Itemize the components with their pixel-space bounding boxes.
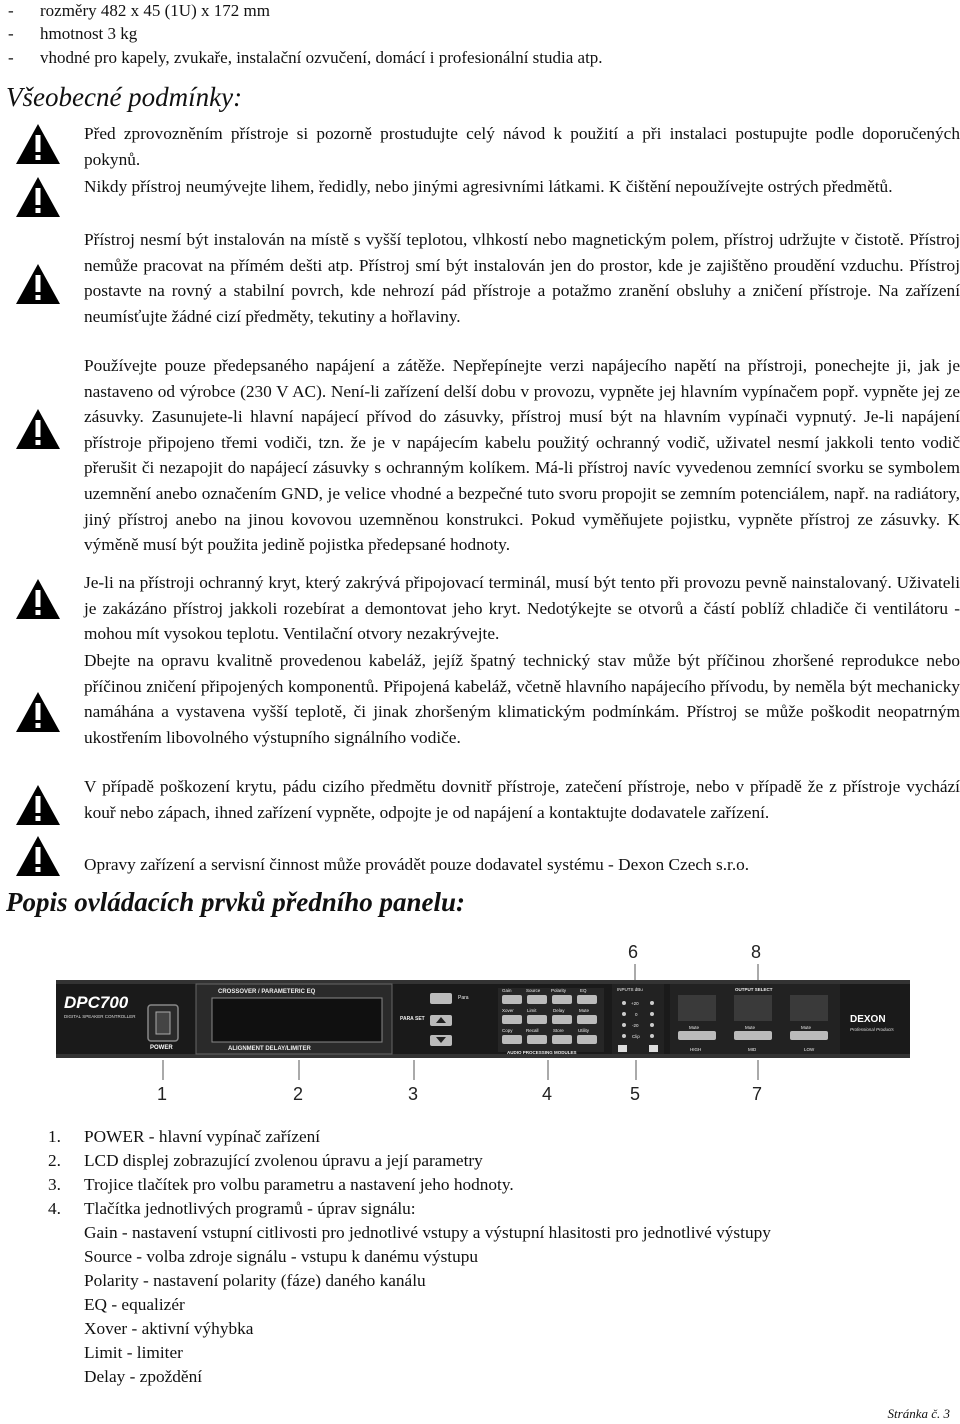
svg-text:Source: Source [526,988,541,993]
svg-text:Mute: Mute [579,1008,590,1013]
para-set-label: PARA SET [400,1016,425,1022]
callout-number: 7 [752,1084,763,1104]
svg-text:Store: Store [553,1028,564,1033]
bullet-item: - hmotnost 3 kg [8,24,138,43]
warning-text: V případě poškození krytu, pádu cizího předmětu dovnitř přístroje, zatečení přístroje, nebo v případě že z přístroje vychází kouř nebo zápach, ihned zařízení vypněte, odpojte je od napájení a kontaktujte dodavatele zařízení. [84,777,960,822]
warning-text: Nikdy přístroj neumývejte lihem, ředidly, nebo jinými agresivními látkami. K čištění nepoužívejte ostrých předmětů. [84,177,893,196]
list-item: 1. POWER - hlavní vypínač zařízení [48,1127,321,1146]
sublist-item: Source - volba zdroje signálu - vstupu k danému výstupu [84,1247,479,1266]
svg-text:+20: +20 [631,1001,639,1006]
svg-text:HIGH: HIGH [690,1047,702,1052]
warning-text: Přístroj nesmí být instalován na místě s vyšší teplotou, vlhkostí nebo magnetickým polem, přístroj udržujte v čistotě. Přístroj nemůže pracovat na přímém dešti atp. Přístroj smí být instalován jen do prostor, kde je zajištěno proudění vzduchu. Přístroj postavte na rovný a stabilní povrch, kde nehrozí pád přístroje a potažmo zranění obsluhy a zničení přístroje. Na zařízení neumísťujte žádné cizí předměty, tekutiny a hořlaviny. [84,230,960,326]
svg-text:Gain: Gain [502,988,512,993]
svg-text:-20: -20 [632,1023,639,1028]
warning-text: Je-li na přístroji ochranný kryt, který zakrývá připojovací terminál, musí být tento při provozu pevně nainstalovaný. Uživateli je zakázáno přístroj jakkoli rozebírat a demontovat jeho kryt. Nedotýkejte se otvorů a částí poblíž chladiče či ventilátoru - mohou mít vysokou teplotu. Ventilační otvory nezakrývejte. [84,573,960,644]
warning-icon [14,690,62,734]
svg-text:LOW: LOW [804,1047,815,1052]
heading-general-conditions: Všeobecné podmínky: [6,82,243,112]
output-select [670,984,840,1054]
svg-text:Recall: Recall [526,1028,539,1033]
svg-text:Polarity: Polarity [551,988,567,993]
svg-text:INPUTS dBu: INPUTS dBu [617,987,643,992]
heading-front-panel: Popis ovládacích prvků předního panelu: [6,887,466,917]
warning-text: Opravy zařízení a servisní činnost může provádět pouze dodavatel systému - Dexon Czech s.r.o. [84,855,750,874]
lcd-display [212,998,382,1042]
warning-icon [14,175,62,219]
page-number: Stránka č. 3 [887,1406,950,1421]
bullet-item: - rozměry 482 x 45 (1U) x 172 mm [8,1,270,20]
para-button-label: Para [458,995,469,1001]
callout-number: 3 [408,1084,419,1104]
svg-text:Copy: Copy [502,1028,513,1033]
sublist-item: Gain - nastavení vstupní citlivosti pro jednotlivé vstupy a výstupní hlasitosti pro jednotlivé výstupy [84,1223,771,1242]
warning-icon [14,407,62,451]
svg-text:0: 0 [635,1012,638,1017]
lcd-top-label: CROSSOVER / PARAMETERIC EQ [218,989,316,995]
warning-icon [14,783,62,827]
sublist-item: Delay - zpoždění [84,1367,203,1386]
svg-text:EQ: EQ [580,988,587,993]
sublist-item: Limit - limiter [84,1343,183,1362]
callout-number: 8 [751,942,762,962]
svg-text:Delay: Delay [553,1008,565,1013]
svg-text:Mute: Mute [801,1025,812,1030]
sublist-item: Polarity - nastavení polarity (fáze) daného kanálu [84,1271,426,1290]
svg-text:Clip: Clip [632,1034,640,1039]
callout-number: 1 [157,1084,168,1104]
svg-text:MID: MID [748,1047,757,1052]
module-buttons [498,988,604,1055]
dexon-subtitle: Professional Products [850,1027,894,1032]
list-item: 3. Trojice tlačítek pro volbu parametru a nastavení jeho hodnoty. [48,1175,514,1194]
callout-number: 5 [630,1084,641,1104]
svg-text:Limit: Limit [527,1008,537,1013]
callout-number: 6 [628,942,639,962]
warning-text: Dbejte na opravu kvalitně provedenou kabeláž, jejíž špatný technický stav může být příčinou zhoršené reprodukce nebo příčinou zničení připojených komponentů. Připojená kabeláž, včetně hlavního napájecího přívodu, by neměla být mechanicky namáhána a vystavena vyšší teplotě, či jinak zhoršeným klimatickým podmínkám. Přístroj se může poškodit neopatrným ukostřením libovolného výstupního signálního vodiče. [84,651,960,747]
power-label: POWER [150,1045,173,1051]
svg-text:Mute: Mute [689,1025,700,1030]
warning-text: Před zprovozněním přístroje si pozorně prostudujte celý návod k použití a při instalaci postupujte podle doporučených pokynů. [84,124,960,169]
lcd-bottom-label: ALIGNMENT DELAY/LIMITER [228,1046,311,1052]
brand-logo: DPC700 [64,993,129,1012]
svg-text:Mute: Mute [745,1025,756,1030]
dexon-logo: DEXON [850,1014,886,1025]
warning-text: Používejte pouze předepsaného napájení a zátěže. Nepřepínejte verzi napájecího napětí na přístroji, ponechejte ji, jak je nastaveno od výrobce (230 V AC). Není-li zařízení delší dobu v provozu, vypněte jej hlavním vypínačem popř. vypněte jej ze zásuvky. Zasunujete-li hlavní napájecí přívod do zásuvky, přístroj musí být na hlavním vypínači vypnutý. Je-li napájení přístroje připojeno třemi vodiči, tzn. že je v napájecím kabelu použitý ochranný vodič, uživatel nesmí jakkoli tento vodič přerušit či nezapojit do napájecí zásuvky s ochranným kolíkem. Má-li přístroj navíc vyvedenou zemnící svorku se symbolem uzemnění anebo označením GND, je velice vhodné a bezpečné tuto svoru propojit se zemním potenciálem, např. na radiátory, jiný přístroj anebo na jinou kovovou uzemněnou konstrukci. Pokud vyměňujete pojistku, vypněte přístroj ze zásuvky. K výměně musí být použita jedině pojistka předepsané hodnoty. [84,356,960,555]
sublist-item: Xover - aktivní výhybka [84,1319,254,1338]
sublist-item: EQ - equalizér [84,1295,185,1314]
warning-icon [14,577,62,621]
warning-icon [14,262,62,306]
callout-number: 2 [293,1084,304,1104]
svg-text:Xover: Xover [502,1008,514,1013]
list-item: 4. Tlačítka jednotlivých programů - úprav signálu: [48,1199,416,1218]
warning-icon [14,122,62,166]
bullet-item: - vhodné pro kapely, zvukaře, instalační ozvučení, domácí i profesionální studia atp. [8,48,603,67]
svg-text:OUTPUT SELECT: OUTPUT SELECT [735,987,773,992]
callout-number: 4 [542,1084,553,1104]
brand-subtitle: DIGITAL SPEAKER CONTROLLER [64,1014,136,1019]
input-meters [612,984,664,1054]
para-button [430,993,452,1004]
list-item: 2. LCD displej zobrazující zvolenou úpravu a její parametry [48,1151,483,1170]
svg-text:Utility: Utility [578,1028,589,1033]
svg-text:AUDIO PROCESSING MODULES: AUDIO PROCESSING MODULES [507,1050,577,1055]
front-panel-diagram [0,960,960,1110]
warning-icon [14,834,62,878]
